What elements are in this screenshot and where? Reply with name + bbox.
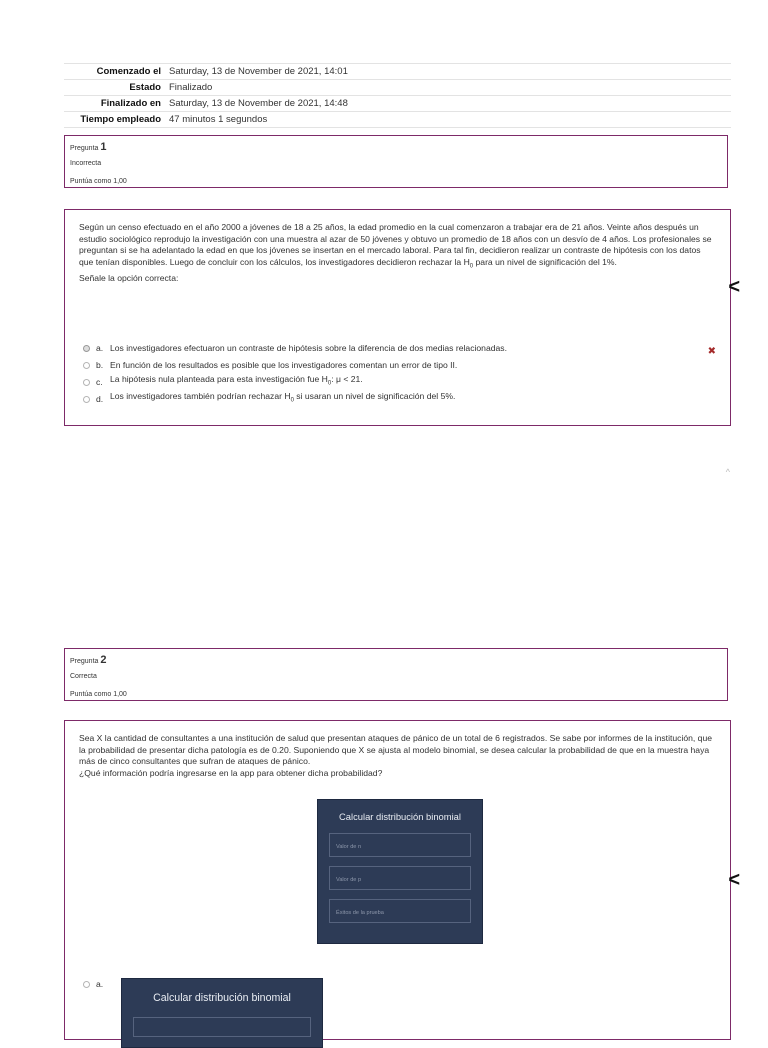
incorrect-icon: ✖	[707, 346, 716, 357]
answer-option-a[interactable]	[83, 979, 103, 991]
attempt-summary	[64, 63, 731, 128]
question-2-info	[64, 648, 728, 701]
answer-text	[110, 374, 363, 390]
answer-text: Los investigadores efectuaron un contraste de hipótesis sobre la diferencia de dos medias relacionadas.	[110, 342, 507, 353]
answer-option-d[interactable]	[83, 391, 713, 408]
answer-letter: c.	[96, 376, 103, 387]
app-title: Calcular distribución binomial	[339, 811, 461, 822]
app-input-successes[interactable]: Éxitos de la prueba	[329, 899, 471, 923]
radio-button[interactable]	[83, 379, 90, 386]
summary-label: Estado	[129, 82, 161, 93]
answer-text-part: Los investigadores también podrían rechazar H	[110, 391, 291, 402]
app-input-p[interactable]: Valor de p	[329, 866, 471, 890]
app-title: Calcular distribución binomial	[153, 992, 291, 1004]
answer-letter: d.	[96, 393, 104, 404]
answer-text: En función de los resultados es posible que los investigadores comentan un error de tipo II.	[110, 359, 458, 370]
caret-up-icon[interactable]: ^	[725, 467, 730, 477]
summary-value: Finalizado	[169, 82, 213, 93]
answer-text	[110, 391, 455, 407]
question-prompt: ¿Qué información podría ingresarse en la app para obtener dicha probabilidad?	[79, 767, 383, 778]
question-1-content	[64, 209, 731, 426]
summary-value: Saturday, 13 de November de 2021, 14:01	[169, 66, 348, 77]
question-status: Correcta	[70, 673, 97, 680]
subscript: 0	[469, 263, 474, 270]
question-score: Puntúa como 1,00	[70, 691, 127, 698]
summary-row	[64, 63, 731, 79]
binomial-app-panel	[317, 799, 483, 944]
question-text	[79, 733, 716, 779]
question-number-value: 1	[100, 141, 107, 153]
question-number	[70, 142, 722, 154]
subscript: 0	[290, 398, 294, 405]
answer-letter: a.	[96, 342, 104, 353]
answer-a-app-panel	[121, 978, 323, 1048]
summary-row	[64, 111, 731, 128]
question-score: Puntúa como 1,00	[70, 178, 127, 185]
summary-label: Tiempo empleado	[80, 114, 161, 125]
answer-text-part: si usaran un nivel de significación del 5%.	[293, 391, 456, 402]
summary-value: Saturday, 13 de November de 2021, 14:48	[169, 98, 348, 109]
chevron-left-icon[interactable]: <	[728, 869, 740, 891]
question-1-info	[64, 135, 728, 188]
app-input-n[interactable]	[133, 1017, 311, 1037]
answer-option-c[interactable]	[83, 374, 713, 391]
app-input-n[interactable]: Valor de n	[329, 833, 471, 857]
question-status: Incorrecta	[70, 160, 102, 167]
question-number-value: 2	[100, 654, 107, 666]
answer-letter: b.	[96, 359, 104, 370]
question-text	[79, 222, 716, 285]
question-label: Pregunta	[70, 145, 99, 152]
answer-list	[83, 340, 713, 408]
answer-text-part: : μ < 21.	[331, 374, 363, 385]
question-text-part: Según un censo efectuado en el año 2000 a jóvenes de 18 a 25 años, la edad promedio en la cual comenzaron a trabajar era de 21 años. Veinte años después un estudio sociológico reprodujo la investigación con una muestra al azar de 50 jóvenes y obtuvo un promedio de 18 años con un desvío de 4 años. Los profesionales se preguntan si se ha adelantado la edad en que los jóvenes se insertan en el mercado laboral. Para tal fin, decidieron realizar un contraste de hipótesis con los datos que tenían disponibles. Luego de concluir con los cálculos, los investigadores decidieron rechazar la H	[79, 222, 712, 267]
question-prompt: Señale la opción correcta:	[79, 273, 179, 284]
radio-button[interactable]	[83, 396, 90, 403]
question-text-body: Sea X la cantidad de consultantes a una institución de salud que presentan ataques de pánico de un total de 6 registrados. Se sabe por informes de la institución, que la probabilidad de presentar dicha patología es de 0.20. Suponiendo que X se ajusta al modelo binomial, se desea calcular la probabilidad de que en la muestra haya más de cinco consultantes que sufran de ataques de pánico.	[79, 733, 713, 767]
subscript: 0	[327, 381, 332, 388]
chevron-left-icon[interactable]: <	[728, 276, 740, 298]
radio-button[interactable]	[83, 362, 90, 369]
answer-text-part: La hipótesis nula planteada para esta investigación fue H	[110, 374, 328, 385]
radio-button[interactable]	[83, 345, 90, 352]
answer-letter: a.	[96, 979, 104, 989]
summary-row	[64, 79, 731, 95]
answer-option-a[interactable]	[83, 340, 713, 357]
summary-label: Finalizado en	[100, 98, 161, 109]
question-2-content	[64, 720, 731, 1040]
radio-button[interactable]	[83, 981, 90, 988]
summary-row	[64, 95, 731, 111]
question-number	[70, 655, 722, 667]
summary-value: 47 minutos 1 segundos	[169, 114, 268, 125]
question-text-part: para un nivel de significación del 1%.	[473, 256, 617, 267]
question-label: Pregunta	[70, 658, 99, 665]
answer-option-b[interactable]	[83, 357, 713, 374]
summary-label: Comenzado el	[96, 66, 161, 77]
